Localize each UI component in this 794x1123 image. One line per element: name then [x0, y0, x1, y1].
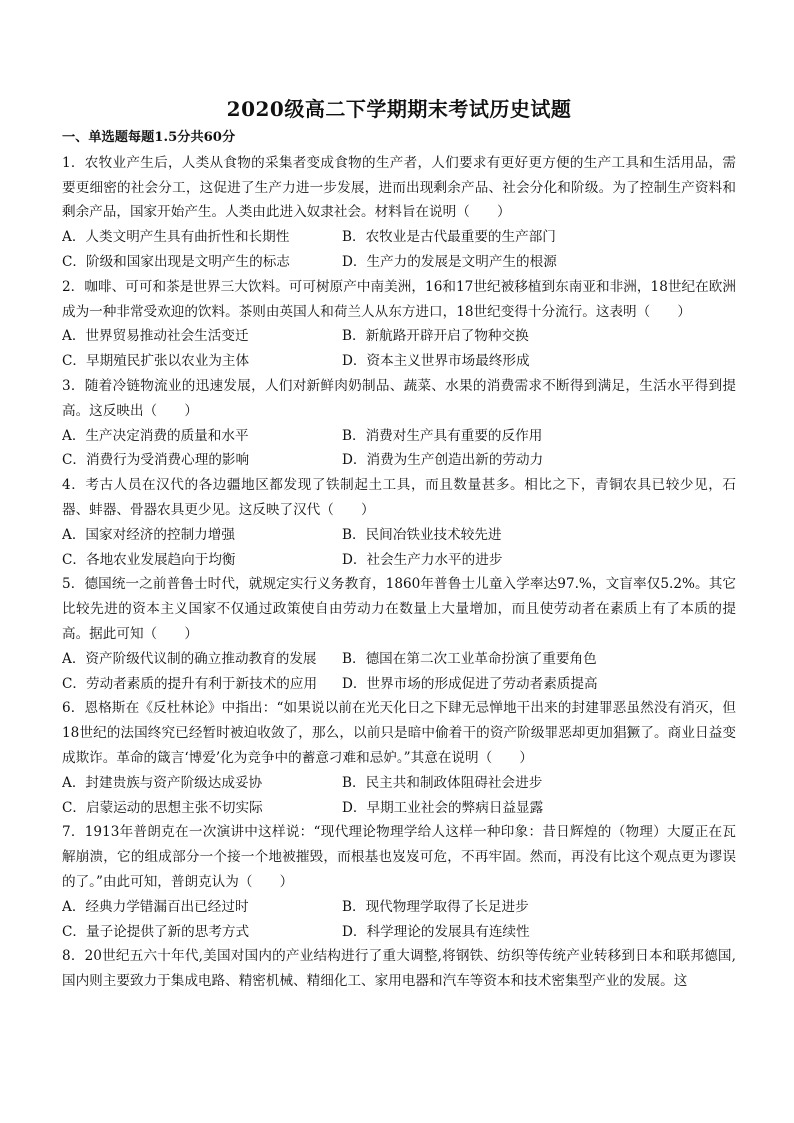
- exam-title: 2020级高二下学期期末考试历史试题: [226, 97, 572, 121]
- question-2: [62, 275, 736, 374]
- options-grid: [62, 324, 736, 374]
- section-heading: 一、单选题每题1.5分共60分: [62, 130, 236, 145]
- option-a: A．封建贵族与资产阶级达成妥协: [62, 774, 263, 791]
- option-c: C．各地农业发展趋向于均衡: [62, 551, 236, 568]
- option-b: B．民主共和制政体阻碍社会进步: [342, 774, 543, 791]
- question-8: [62, 944, 736, 994]
- option-d: D．资本主义世界市场最终形成: [342, 353, 530, 370]
- question-7: [62, 820, 736, 944]
- question-stem: 8．20世纪五六十年代,美国对国内的产业结构进行了重大调整,将钢铁、纺织等传统产业转移到日本和联邦德国,国内则主要致力于集成电路、精密机械、精细化工、家用电器和汽车等资本和技术密集型产业的发展。这: [62, 948, 736, 990]
- question-stem: 6．恩格斯在《反杜林论》中指出：“如果说以前在光天化日之下肆无忌惮地干出来的封建罪恶虽然没有消灭，但18世纪的法国终究已经暂时被迫收敛了，那么，以前只是暗中偷着干的资产阶级罪恶却更加猖獗了。商业日益变成欺诈。革命的箴言‘博爱’化为竞争中的蓄意刁难和忌妒。”其意在说明（ ）: [62, 700, 736, 766]
- options-grid: [62, 771, 736, 821]
- option-d: D．社会生产力水平的进步: [342, 551, 503, 568]
- option-b: B．消费对生产具有重要的反作用: [342, 427, 543, 444]
- option-c: C．早期殖民扩张以农业为主体: [62, 353, 250, 370]
- question-1: [62, 151, 736, 275]
- options-grid: [62, 424, 736, 474]
- exam-page: [62, 96, 736, 994]
- option-c: C．劳动者素质的提升有利于新技术的应用: [62, 675, 318, 692]
- option-c: C．消费行为受消费心理的影响: [62, 452, 250, 469]
- option-d: D．科学理论的发展具有连续性: [342, 923, 530, 940]
- question-stem: 7．1913年普朗克在一次演讲中这样说：“现代理论物理学给人这样一种印象：昔日辉煌的（物理）大厦正在瓦解崩溃，它的组成部分一个接一个地被摧毁，而根基也岌岌可危，不再牢固。然而，再没有比这个观点更为谬误的了。”由此可知，普朗克认为（ ）: [62, 824, 736, 890]
- option-d: D．消费为生产创造出新的劳动力: [342, 452, 544, 469]
- option-b: B．农牧业是古代最重要的生产部门: [342, 229, 556, 246]
- option-a: A．国家对经济的控制力增强: [62, 526, 235, 543]
- options-grid: [62, 895, 736, 945]
- options-grid: [62, 523, 736, 573]
- question-stem: 4．考古人员在汉代的各边疆地区都发现了铁制起土工具，而且数量甚多。相比之下，青铜农具已较少见，石器、蚌器、骨器农具更少见。这反映了汉代（ ）: [62, 477, 736, 518]
- options-grid: [62, 647, 736, 697]
- question-3: [62, 374, 736, 473]
- option-d: D．早期工业社会的弊病日益显露: [342, 799, 544, 816]
- question-stem: 3．随着冷链物流业的迅速发展，人们对新鲜肉奶制品、蔬菜、水果的消费需求不断得到满足，生活水平得到提高。这反映出（ ）: [62, 377, 736, 419]
- question-5: [62, 572, 736, 696]
- option-d: D．世界市场的形成促进了劳动者素质提高: [342, 675, 598, 692]
- option-c: C．启蒙运动的思想主张不切实际: [62, 799, 263, 816]
- option-b: B．新航路开辟开启了物种交换: [342, 328, 529, 345]
- option-a: A．经典力学错漏百出已经过时: [62, 898, 249, 915]
- option-b: B．现代物理学取得了长足进步: [342, 898, 529, 915]
- option-d: D．生产力的发展是文明产生的根源: [342, 253, 557, 270]
- option-b: B．民间冶铁业技术较先进: [342, 526, 502, 543]
- option-c: C．量子论提供了新的思考方式: [62, 923, 250, 940]
- option-a: A．世界贸易推动社会生活变迁: [62, 328, 249, 345]
- question-stem: 2．咖啡、可可和茶是世界三大饮料。可可树原产中南美洲，16和17世纪被移植到东南亚和非洲，18世纪在欧洲成为一种非常受欢迎的饮料。茶则由英国人和荷兰人从东方进口，18世纪变得十分流行。这表明（ ）: [62, 278, 736, 320]
- option-c: C．阶级和国家出现是文明产生的标志: [62, 253, 290, 270]
- option-a: A．资产阶级代议制的确立推动教育的发展: [62, 650, 317, 667]
- question-6: [62, 696, 736, 820]
- question-4: [62, 473, 736, 572]
- option-a: A．人类文明产生具有曲折性和长期性: [62, 229, 290, 246]
- options-grid: [62, 225, 736, 275]
- question-stem: 5．德国统一之前普鲁士时代，就规定实行义务教育，1860年普鲁士儿童入学率达97.%，文盲率仅5.2%。其它比较先进的资本主义国家不仅通过政策使自由劳动力在数量上大量增加，而且使劳动者在素质上有了本质的提高。据此可知（ ）: [62, 576, 736, 642]
- question-stem: 1．农牧业产生后，人类从食物的采集者变成食物的生产者，人们要求有更好更方便的生产工具和生活用品，需要更细密的社会分工，这促进了生产力进一步发展，进而出现剩余产品、社会分化和阶级。为了控制生产资料和剩余产品，国家开始产生。人类由此进入奴隶社会。材料旨在说明（ ）: [62, 154, 736, 221]
- option-a: A．生产决定消费的质量和水平: [62, 427, 249, 444]
- option-b: B．德国在第二次工业革命扮演了重要角色: [342, 650, 597, 667]
